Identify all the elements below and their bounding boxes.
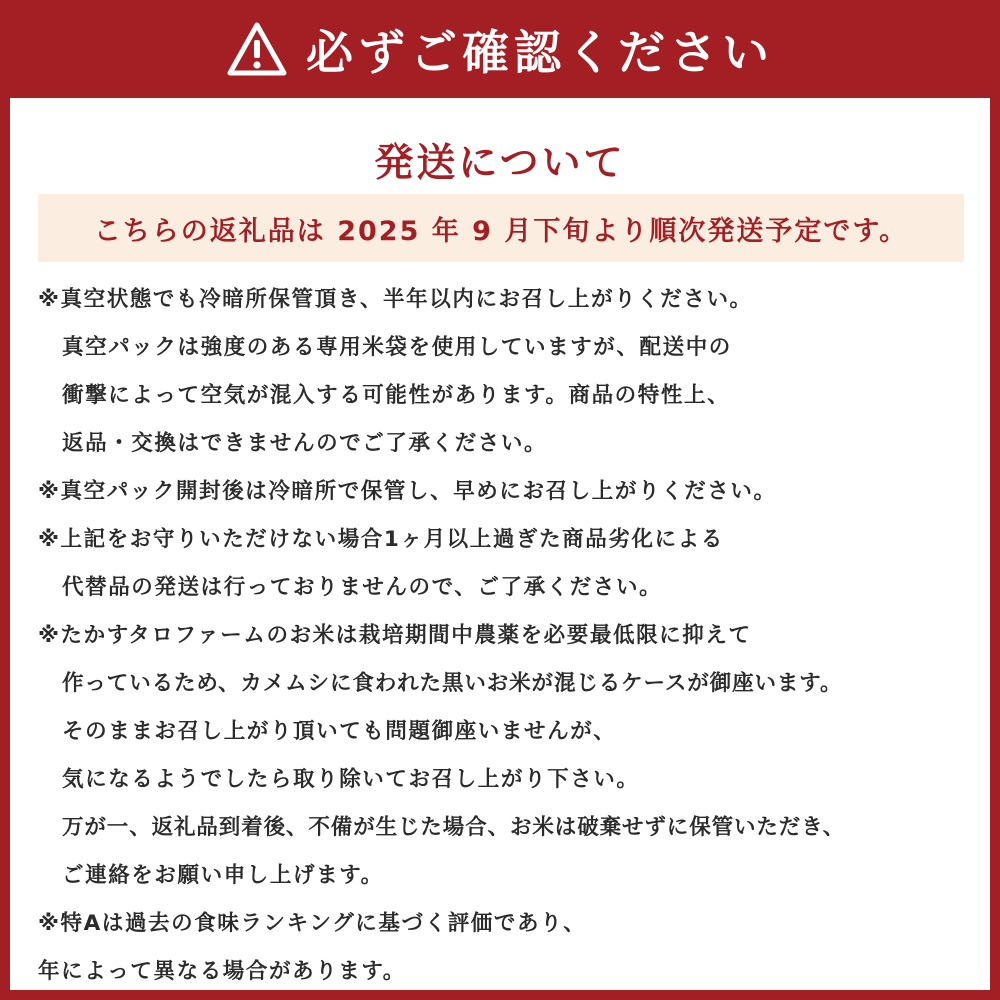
note-line: 衝撃によって空気が混入する可能性があります。商品の特性上、 — [62, 383, 731, 408]
notice-panel — [10, 98, 990, 990]
warning-triangle-icon — [226, 21, 288, 77]
note-line: ※真空状態でも冷暗所保管頂き、半年以内にお召し上がりください。 — [38, 287, 753, 312]
note-line: 代替品の発送は行っておりませんので、ご了承ください。 — [62, 575, 663, 600]
note-line: 作っているため、カメムシに食われた黒いお米が混じるケースが御座います。 — [62, 671, 843, 696]
notice-header-title: 必ずご確認ください — [306, 25, 774, 81]
note-line: ※上記をお守りいただけない場合1ヶ月以上過ぎた商品劣化による — [38, 527, 724, 552]
note-line: ※特Aは過去の食味ランキングに基づく評価であり、 — [38, 911, 587, 936]
note-line: 気になるようでしたら取り除いてお召し上がり下さい。 — [62, 767, 640, 792]
note-line: ※真空パック開封後は冷暗所で保管し、早めにお召し上がりください。 — [38, 479, 777, 504]
note-line: ご連絡をお願い申し上げます。 — [62, 863, 384, 888]
note-line: 万が一、返礼品到着後、不備が生じた場合、お米は破棄せずに保管いただき、 — [62, 815, 846, 840]
shipping-schedule-banner — [38, 194, 964, 262]
note-line: 年によって異なる場合があります。 — [38, 959, 406, 984]
note-line: そのままお召し上がり頂いても問題御座いませんが、 — [62, 719, 617, 744]
notice-header-inner — [226, 16, 774, 83]
note-line: ※たかすタロファームのお米は栽培期間中農薬を必要最低限に抑えて — [38, 623, 752, 648]
shipping-schedule-text: こちらの返礼品は 2025 年 9 月下旬より順次発送予定です。 — [93, 215, 909, 247]
notice-header — [0, 0, 1000, 98]
shipping-section-title: 発送について — [374, 141, 626, 186]
note-line: 返品・交換はできませんのでご了承ください。 — [62, 431, 548, 456]
note-line: 真空パックは強度のある専用米袋を使用していますが、配送中の — [62, 335, 732, 360]
